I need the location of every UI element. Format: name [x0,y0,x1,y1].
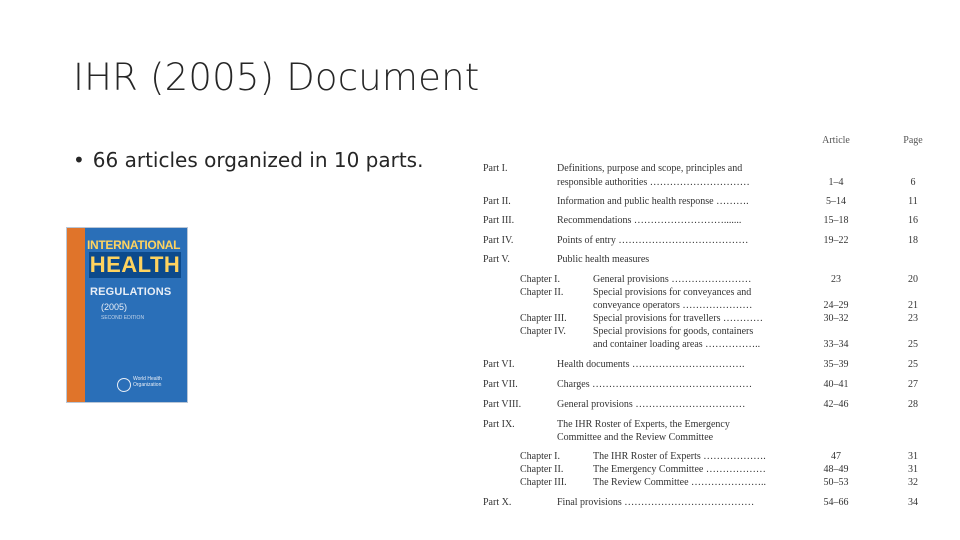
toc-description: conveyance operators ………………… [593,300,753,311]
toc-description: Definitions, purpose and scope, principles and [557,163,743,174]
toc-page: 21 [908,300,918,311]
toc-description: The IHR Roster of Experts, the Emergency [557,419,730,430]
toc-page: 34 [908,497,918,508]
toc-chapter: Chapter III. [520,477,567,488]
toc-part: Part VII. [483,379,518,390]
toc-page: 23 [908,313,918,324]
toc-page: 16 [908,215,918,226]
toc-description: Special provisions for travellers ………… [593,313,763,324]
toc-description: The IHR Roster of Experts ………………. [593,451,766,462]
table-of-contents [483,135,923,515]
toc-part: Part X. [483,497,512,508]
toc-article: 50–53 [823,477,849,488]
toc-description: and container loading areas …………….. [593,339,761,350]
bullet-icon: • [73,148,85,172]
toc-description: Health documents ……………………………. [557,359,745,370]
toc-description: Information and public health response ………. [557,196,749,207]
toc-chapter: Chapter I. [520,451,560,462]
toc-part: Part I. [483,163,508,174]
toc-header-article: Article [822,135,850,146]
cover-line-3: REGULATIONS [90,286,172,298]
toc-page: 25 [908,339,918,350]
toc-article: 47 [831,451,841,462]
bullet-text: 66 articles organized in 10 parts. [92,148,424,172]
toc-article: 40–41 [823,379,849,390]
toc-page: 6 [910,177,916,188]
toc-description: Public health measures [557,254,650,265]
toc-description: General provisions …………………… [593,274,752,285]
toc-description: Charges ………………………………………… [557,379,753,390]
toc-chapter: Chapter II. [520,287,564,298]
toc-article: 5–14 [826,196,846,207]
toc-part: Part III. [483,215,515,226]
toc-page: 32 [908,477,918,488]
toc-description: Committee and the Review Committee [557,432,714,443]
toc-page: 27 [908,379,918,390]
toc-description: General provisions …………………………… [557,399,746,410]
toc-description: Recommendations ………………………....... [557,215,742,226]
toc-page: 31 [908,464,918,475]
toc-page: 20 [908,274,918,285]
toc-description: Points of entry ………………………………… [557,235,749,246]
toc-page: 11 [908,196,918,207]
toc-page: 31 [908,451,918,462]
bullet-point [73,148,423,172]
toc-part: Part VI. [483,359,515,370]
toc-article: 33–34 [823,339,849,350]
cover-org: World Health Organization [133,376,162,388]
toc-part: Part IV. [483,235,514,246]
toc-article: 48–49 [823,464,849,475]
toc-description: Special provisions for goods, containers [593,326,754,337]
document-cover-image [66,227,188,403]
toc-description: responsible authorities ………………………… [557,177,750,188]
toc-description: Special provisions for conveyances and [593,287,752,298]
toc-article: 35–39 [823,359,849,370]
toc-article: 19–22 [823,235,849,246]
slide-title: IHR (2005) Document [73,56,480,99]
toc-chapter: Chapter IV. [520,326,566,337]
toc-part: Part VIII. [483,399,522,410]
toc-article: 23 [831,274,841,285]
toc-article: 24–29 [823,300,849,311]
toc-part: Part II. [483,196,511,207]
toc-part: Part IX. [483,419,515,430]
toc-article: 15–18 [823,215,849,226]
toc-description: The Emergency Committee ……………… [593,464,766,475]
toc-chapter: Chapter III. [520,313,567,324]
toc-article: 42–46 [823,399,849,410]
cover-line-4: (2005) [101,302,128,312]
toc-header-page: Page [903,135,923,146]
cover-line-2: HEALTH [89,252,181,277]
toc-chapter: Chapter II. [520,464,564,475]
toc-article: 1–4 [828,177,844,188]
toc-description: Final provisions ………………………………… [557,497,755,508]
toc-page: 25 [908,359,918,370]
toc-part: Part V. [483,254,510,265]
toc-chapter: Chapter I. [520,274,560,285]
cover-edition: SECOND EDITION [101,315,145,321]
toc-article: 54–66 [823,497,849,508]
toc-description: The Review Committee ………………….. [593,477,767,488]
cover-line-1: INTERNATIONAL [87,238,181,252]
toc-page: 18 [908,235,918,246]
toc-article: 30–32 [823,313,849,324]
toc-page: 28 [908,399,918,410]
who-logo-icon [117,378,131,392]
